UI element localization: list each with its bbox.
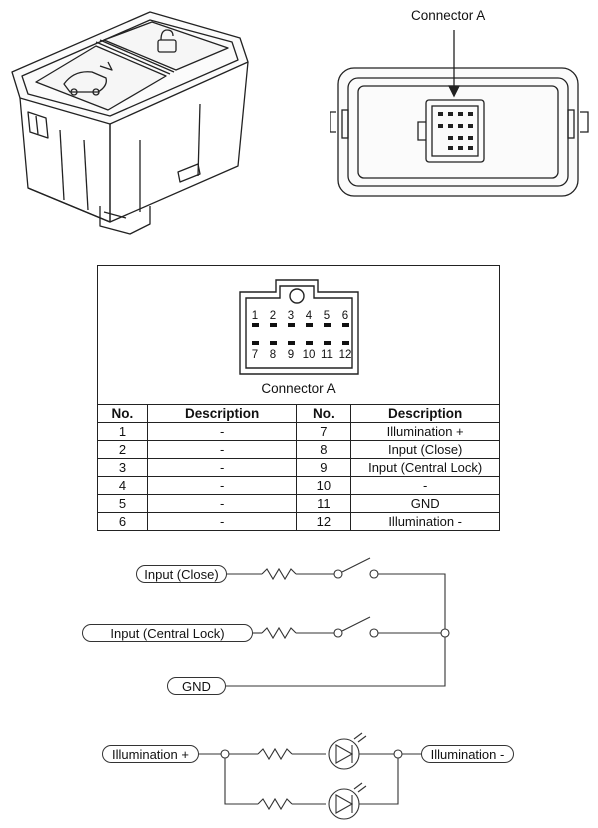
pin-label: 7 (251, 349, 259, 361)
pin-description: - (147, 477, 297, 495)
switch-rear-view-illustration (330, 28, 598, 208)
table-header-row (98, 405, 500, 423)
pin-number: 5 (98, 495, 148, 513)
led (329, 789, 359, 819)
pin-label: 9 (287, 349, 295, 361)
illumination-plus-label: Illumination + (102, 745, 199, 763)
header-description: Description (351, 405, 500, 423)
pinout-table (97, 404, 500, 531)
resistor (258, 749, 292, 759)
pin-label: 12 (338, 349, 352, 361)
header-no: No. (297, 405, 351, 423)
pin-label: 11 (321, 349, 333, 361)
pin-label: 6 (341, 310, 349, 322)
illumination-minus-label: Illumination - (421, 745, 514, 763)
table-row (98, 423, 500, 441)
pin-label: 5 (323, 310, 331, 322)
pin-description: - (147, 459, 297, 477)
pin-description: Input (Central Lock) (351, 459, 500, 477)
resistor (262, 569, 296, 579)
input-central-lock-label: Input (Central Lock) (82, 624, 253, 642)
pin-number: 6 (98, 513, 148, 531)
pin-description: - (147, 495, 297, 513)
pin-number: 8 (297, 441, 351, 459)
pin-label: 2 (269, 310, 277, 322)
pin-number: 12 (297, 513, 351, 531)
table-row (98, 459, 500, 477)
header-description: Description (147, 405, 297, 423)
pin-description: Input (Close) (351, 441, 500, 459)
header-no: No. (98, 405, 148, 423)
pin-number: 10 (297, 477, 351, 495)
pin-description: GND (351, 495, 500, 513)
pin-label: 4 (305, 310, 313, 322)
pin-label: 8 (269, 349, 277, 361)
pin-label: 3 (287, 310, 295, 322)
connector-caption: Connector A (261, 381, 336, 396)
pin-number: 1 (98, 423, 148, 441)
connector-a-callout: Connector A (411, 8, 486, 23)
led (329, 739, 359, 769)
table-row (98, 495, 500, 513)
input-close-label: Input (Close) (136, 565, 227, 583)
connector-face-drawing (232, 278, 368, 380)
pin-description: - (147, 441, 297, 459)
pin-label: 10 (302, 349, 316, 361)
pin-number: 3 (98, 459, 148, 477)
switch-isometric-illustration (0, 0, 270, 240)
pin-description: - (147, 423, 297, 441)
table-row (98, 441, 500, 459)
pin-number: 9 (297, 459, 351, 477)
pin-description: Illumination - (351, 513, 500, 531)
gnd-label: GND (167, 677, 226, 695)
table-row (98, 513, 500, 531)
resistor (262, 628, 296, 638)
pin-label: 1 (251, 310, 259, 322)
resistor (258, 799, 292, 809)
pin-description: - (351, 477, 500, 495)
pin-number: 7 (297, 423, 351, 441)
illumination-circuit-schematic (0, 725, 598, 825)
pin-description: - (147, 513, 297, 531)
connector-pinout-panel (97, 265, 500, 404)
pin-number: 11 (297, 495, 351, 513)
pin-number: 4 (98, 477, 148, 495)
table-row (98, 477, 500, 495)
pin-number: 2 (98, 441, 148, 459)
pin-description: Illumination + (351, 423, 500, 441)
